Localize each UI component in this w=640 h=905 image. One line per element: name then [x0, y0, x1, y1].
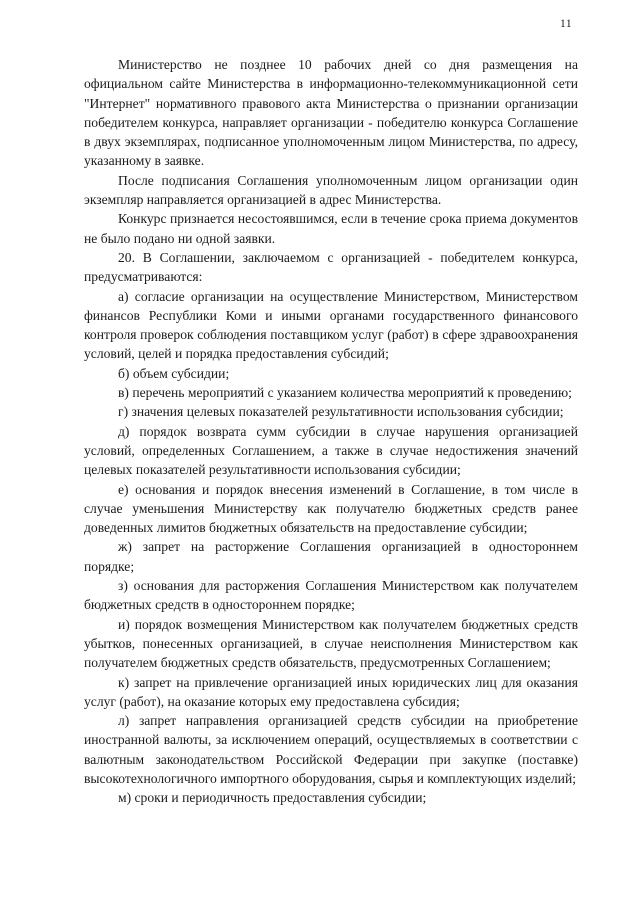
- paragraph-section-20: 20. В Соглашении, заключаемом с организацией - победителем конкурса, предусматриваются:: [84, 249, 578, 285]
- document-body: [84, 55, 578, 808]
- list-item-g: г) значения целевых показателей результативности использования субсидии;: [118, 404, 564, 420]
- list-item-a: а) согласие организации на осуществление Министерством, Министерством финансов Республики Коми и иными органами государственного финансового контроля проверок соблюдения поставщиком услуг (работ) в сфере здравоохранения условий, целей и порядка предоставления субсидий;: [84, 288, 578, 362]
- paragraph-agreement-dispatch: Министерство не позднее 10 рабочих дней со дня размещения на официальном сайте Министерства в информационно-телекоммуникационной сети "Интернет" нормативного правового акта Министерства о признании организации победителем конкурса, направляет организации - победителю конкурса Соглашение в двух экземплярах, подписанное уполномоченным лицом Министерства, по адресу, указанному в заявке.: [84, 57, 578, 169]
- paragraph-signing: После подписания Соглашения уполномоченным лицом организации один экземпляр направляется организацией в адрес Министерства.: [84, 172, 578, 208]
- list-item-v: в) перечень мероприятий с указанием количества мероприятий к проведению;: [118, 385, 572, 401]
- list-item-m: м) сроки и периодичность предоставления субсидии;: [118, 790, 427, 806]
- list-item-k: к) запрет на привлечение организацией иных юридических лиц для оказания услуг (работ), на оказание которых ему предоставлена субсидия;: [84, 674, 578, 709]
- list-item-b: б) объем субсидии;: [118, 365, 230, 381]
- list-item-e: е) основания и порядок внесения изменений в Соглашение, в том числе в случае уменьшения Министерству как получателю бюджетных средств ранее доведенных лимитов бюджетных обязательств на предоставление субсидии;: [84, 481, 578, 536]
- list-item-d: д) порядок возврата сумм субсидии в случае нарушения организацией условий, определенных Соглашением, а также в случае недостижения значений целевых показателей результативности использования субсидии;: [84, 423, 578, 478]
- page-number: 11: [560, 18, 573, 30]
- list-item-l: л) запрет направления организацией средств субсидии на приобретение иностранной валюты, за исключением операций, осуществляемых в соответствии с валютным законодательством Российской Федерации при закупке (поставке) высокотехнологичного импортного оборудования, сырья и комплектующих изделий;: [84, 713, 578, 786]
- list-item-i: и) порядок возмещения Министерством как получателем бюджетных средств убытков, понесенных организацией, в случае неисполнения Министерством как получателем бюджетных средств обязательств, предусмотренных Соглашением;: [84, 616, 578, 671]
- list-item-zh: ж) запрет на расторжение Соглашения организацией в одностороннем порядке;: [84, 539, 578, 574]
- paragraph-contest-failed: Конкурс признается несостоявшимся, если в течение срока приема документов не было подано ни одной заявки.: [84, 211, 578, 246]
- list-item-z: з) основания для расторжения Соглашения Министерством как получателем бюджетных средств в одностороннем порядке;: [84, 578, 578, 613]
